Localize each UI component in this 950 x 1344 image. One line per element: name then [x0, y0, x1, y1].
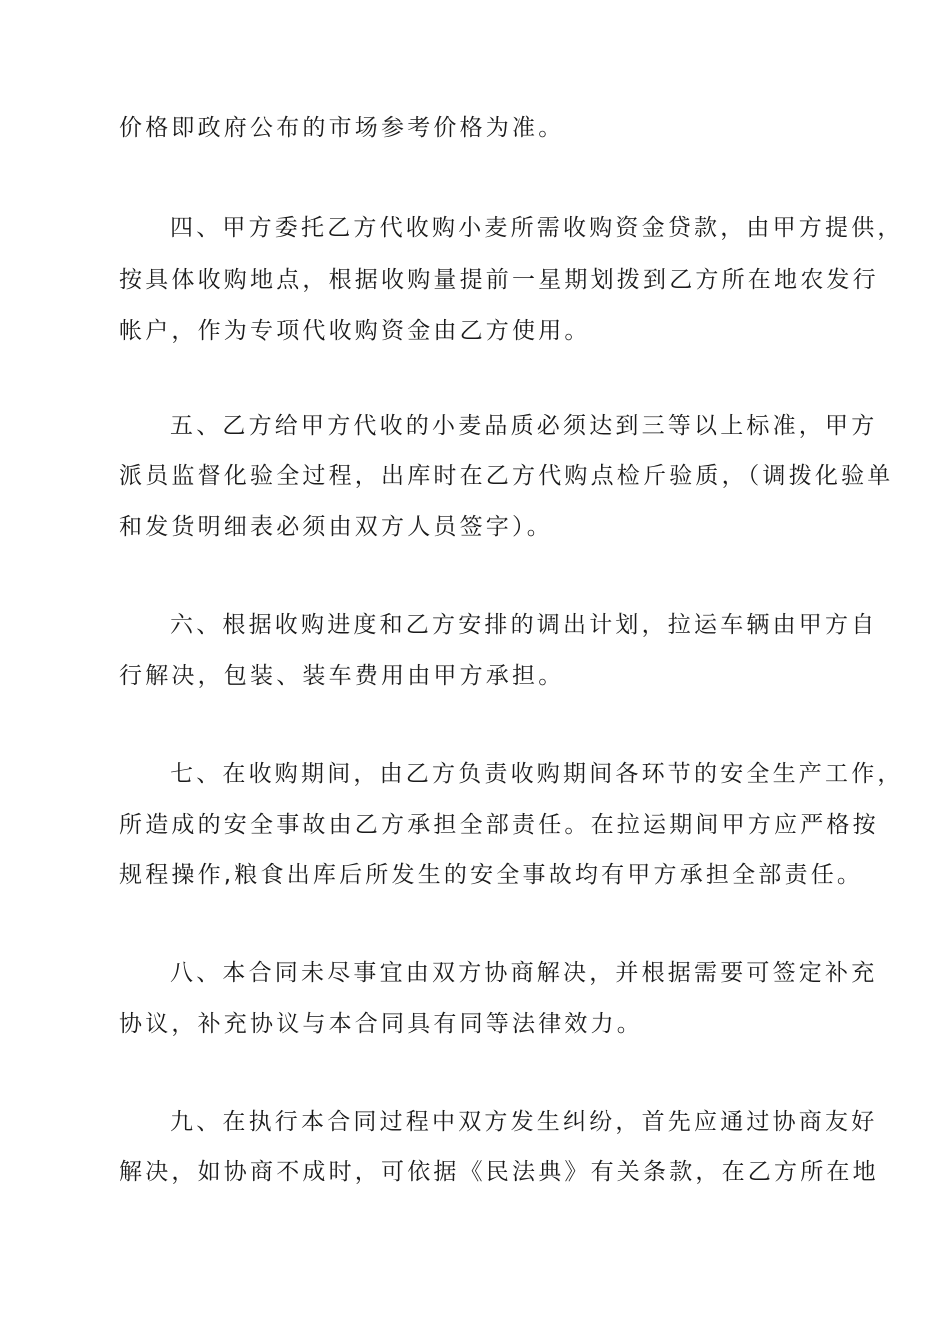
paragraph-9-line-1: 九、在执行本合同过程中双方发生纠纷，首先应通过协商友好 — [170, 1109, 878, 1135]
paragraph-4-line-3: 帐户，作为专项代收购资金由乙方使用。 — [119, 318, 591, 344]
paragraph-3-line-1: 价格即政府公布的市场参考价格为准。 — [119, 115, 565, 141]
paragraph-8-line-1: 八、本合同未尽事宜由双方协商解决，并根据需要可签定补充 — [170, 960, 878, 986]
paragraph-5-line-1: 五、乙方给甲方代收的小麦品质必须达到三等以上标准，甲方 — [170, 413, 878, 439]
paragraph-7-line-1: 七、在收购期间，由乙方负责收购期间各环节的安全生产工作， — [170, 761, 904, 787]
paragraph-4-line-2: 按具体收购地点，根据收购量提前一星期划拨到乙方所在地农发行 — [119, 267, 879, 293]
paragraph-9-line-2: 解决，如协商不成时，可依据《民法典》有关条款，在乙方所在地 — [119, 1159, 879, 1185]
paragraph-4-line-1: 四、甲方委托乙方代收购小麦所需收购资金贷款，由甲方提供， — [170, 215, 904, 241]
paragraph-7-line-2: 所造成的安全事故由乙方承担全部责任。在拉运期间甲方应严格按 — [119, 812, 879, 838]
paragraph-6-line-2: 行解决，包装、装车费用由甲方承担。 — [119, 663, 565, 689]
paragraph-5-line-2: 派员监督化验全过程，出库时在乙方代购点检斤验质，（调拨化验单 — [119, 463, 894, 489]
paragraph-7-line-3: 规程操作,粮食出库后所发生的安全事故均有甲方承担全部责任。 — [119, 862, 864, 888]
paragraph-5-line-3: 和发货明细表必须由双方人员签字）。 — [119, 514, 553, 540]
paragraph-8-line-2: 协议，补充协议与本合同具有同等法律效力。 — [119, 1011, 643, 1037]
paragraph-6-line-1: 六、根据收购进度和乙方安排的调出计划，拉运车辆由甲方自 — [170, 612, 878, 638]
